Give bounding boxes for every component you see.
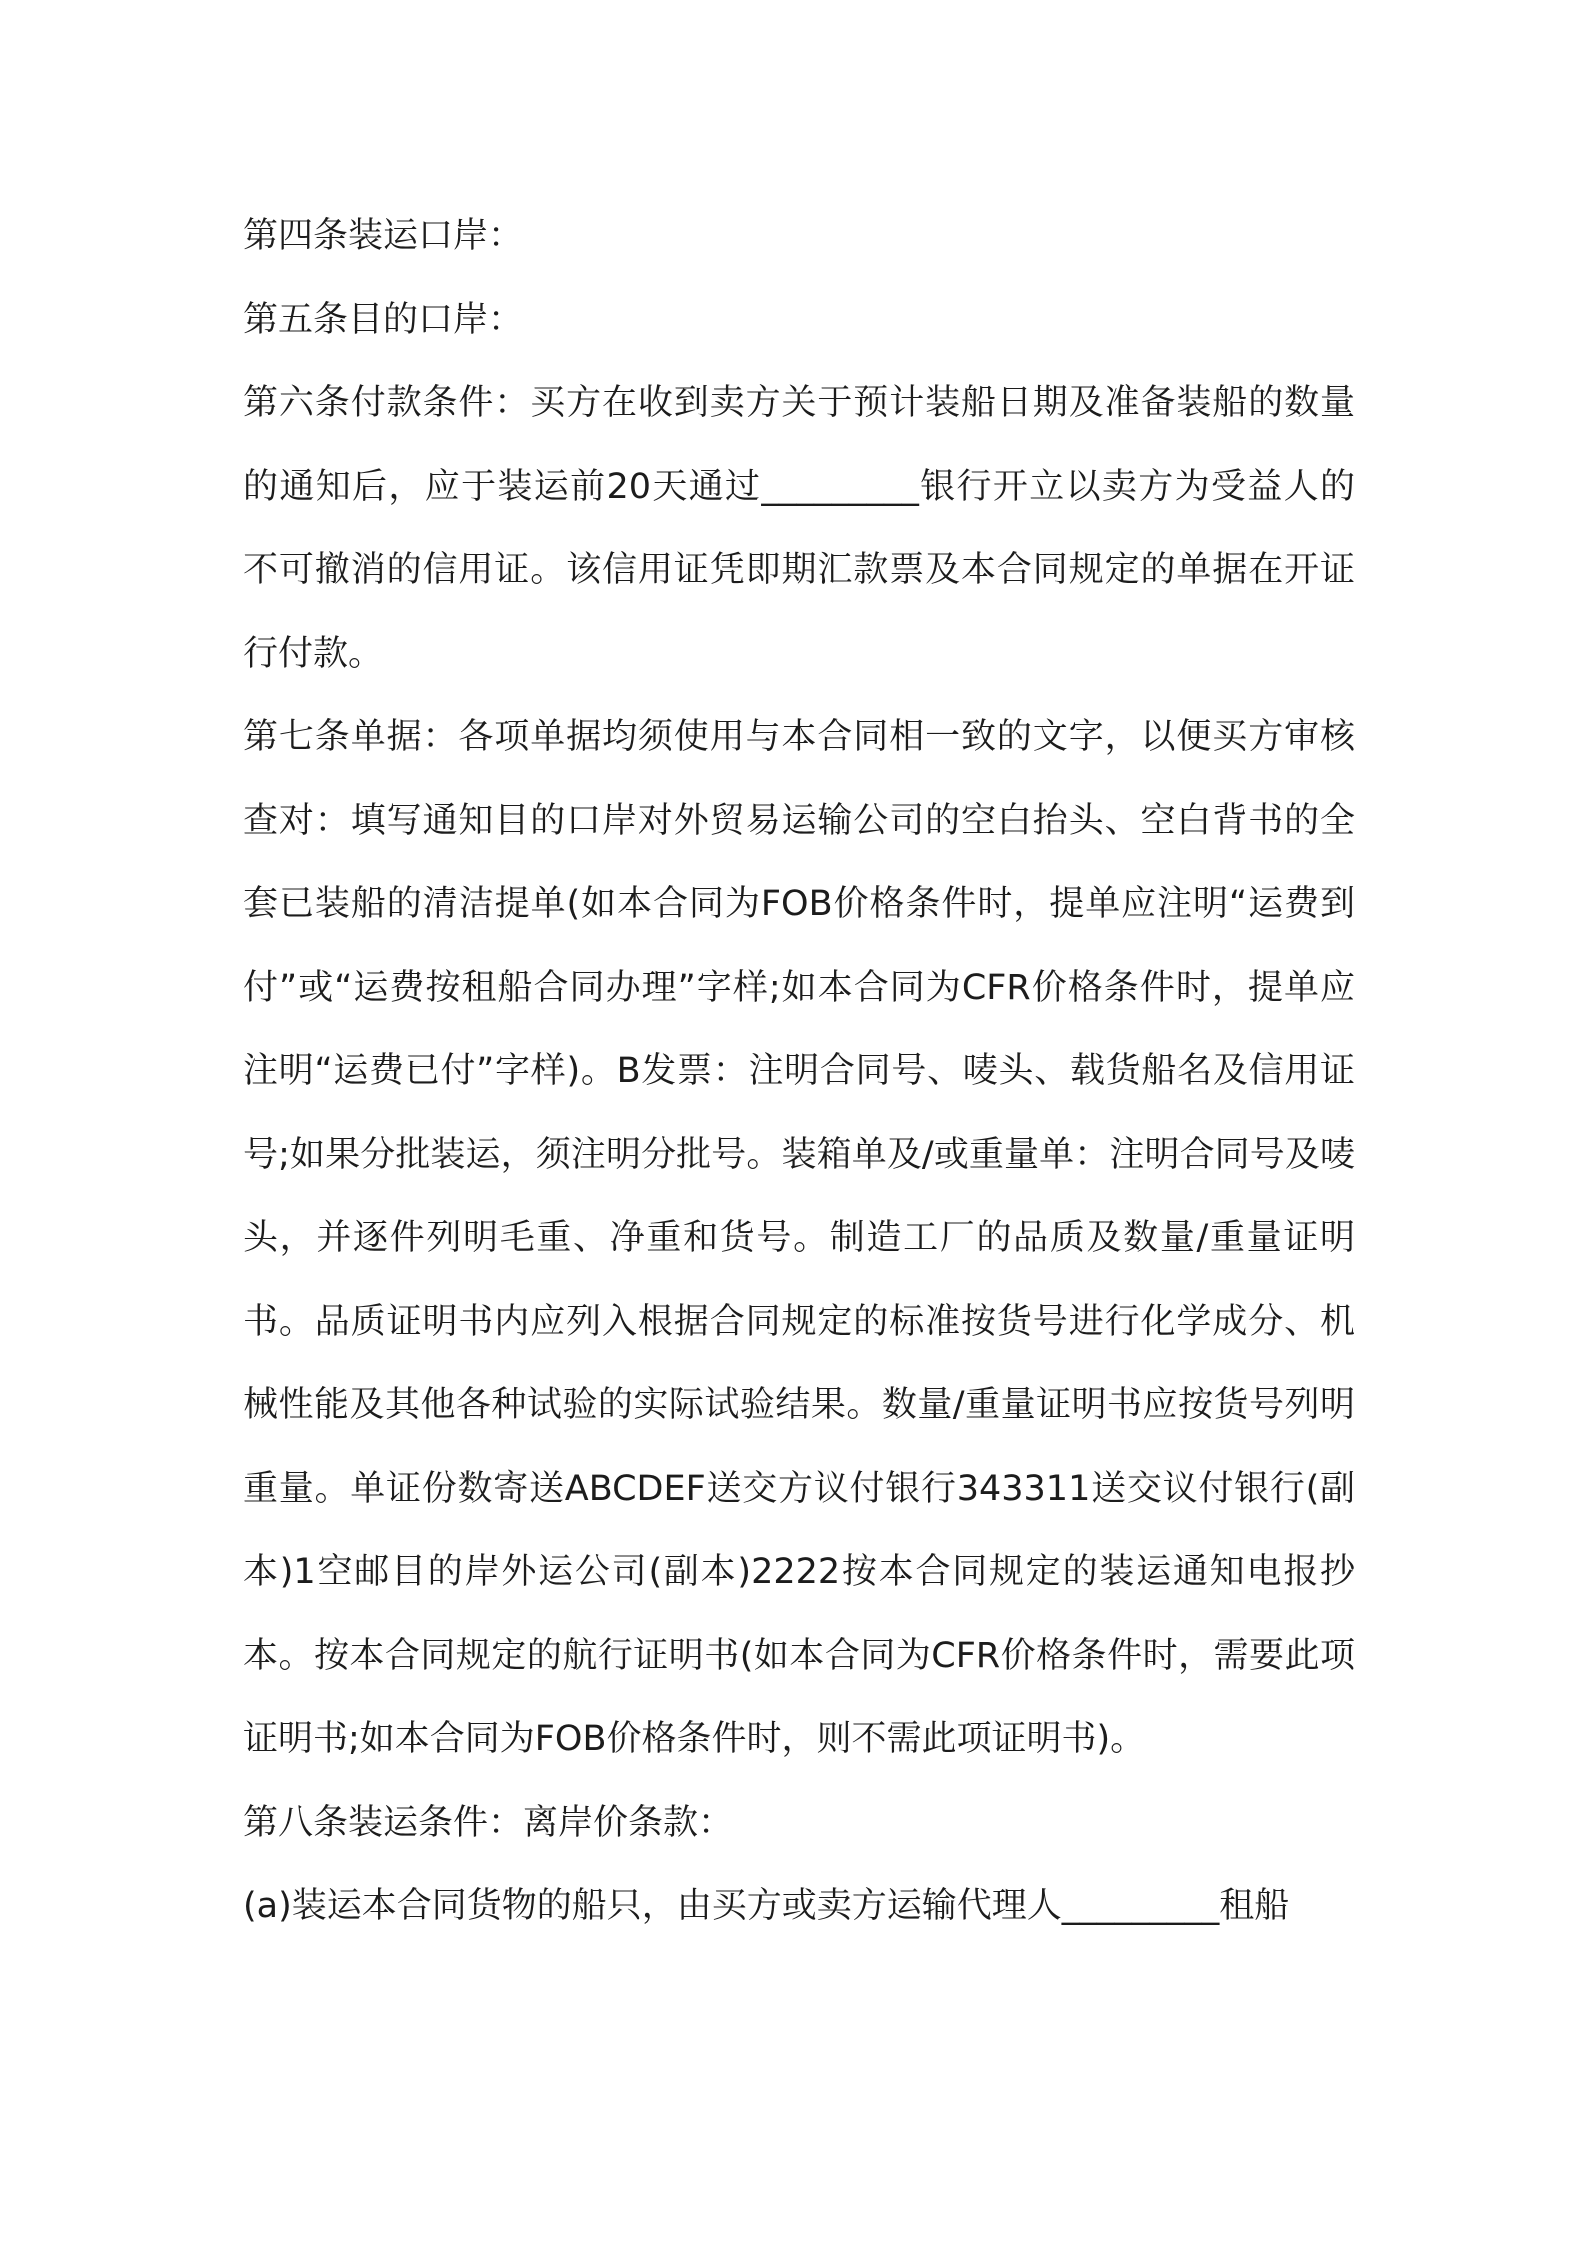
clause-5-destination-port: 第五条目的口岸： xyxy=(243,299,524,340)
clause-8-item-a: (a)装运本合同货物的船只，由买方或卖方运输代理人_________租船 xyxy=(243,1886,1290,1926)
clause-6-payment-terms: 第六条付款条件：买方在收到卖方关于预计装船日期及准备装船的数量的通知后，应于装运前20天通过_________银行开立以卖方为受益人的不可撤消的信用证。该信用证凭即期汇款票及本合同规定的单据在开证行付款。 xyxy=(243,383,1355,674)
document-body xyxy=(243,195,1355,1949)
clause-8-shipping-terms: 第八条装运条件：离岸价条款： xyxy=(243,1802,734,1843)
clause-7-documents: 第七条单据：各项单据均须使用与本合同相一致的文字，以便买方审核查对：填写通知目的口岸对外贸易运输公司的空白抬头、空白背书的全套已装船的清洁提单(如本合同为FOB价格条件时，提单应注明“运费到付”或“运费按租船合同办理”字样;如本合同为CFR价格条件时，提单应注明“运费已付”字样)。B发票：注明合同号、唛头、载货船名及信用证号;如果分批装运，须注明分批号。装箱单及/或重量单：注明合同号及唛头，并逐件列明毛重、净重和货号。制造工厂的品质及数量/重量证明书。品质证明书内应列入根据合同规定的标准按货号进行化学成分、机械性能及其他各种试验的实际试验结果。数量/重量证明书应按货号列明重量。单证份数寄送ABCDEF送交方议付银行343311送交议付银行(副本)1空邮目的岸外运公司(副本)2222按本合同规定的装运通知电报抄本。按本合同规定的航行证明书(如本合同为CFR价格条件时，需要此项证明书;如本合同为FOB价格条件时，则不需此项证明书)。 xyxy=(243,717,1355,1759)
clause-4-loading-port: 第四条装运口岸： xyxy=(243,216,524,256)
